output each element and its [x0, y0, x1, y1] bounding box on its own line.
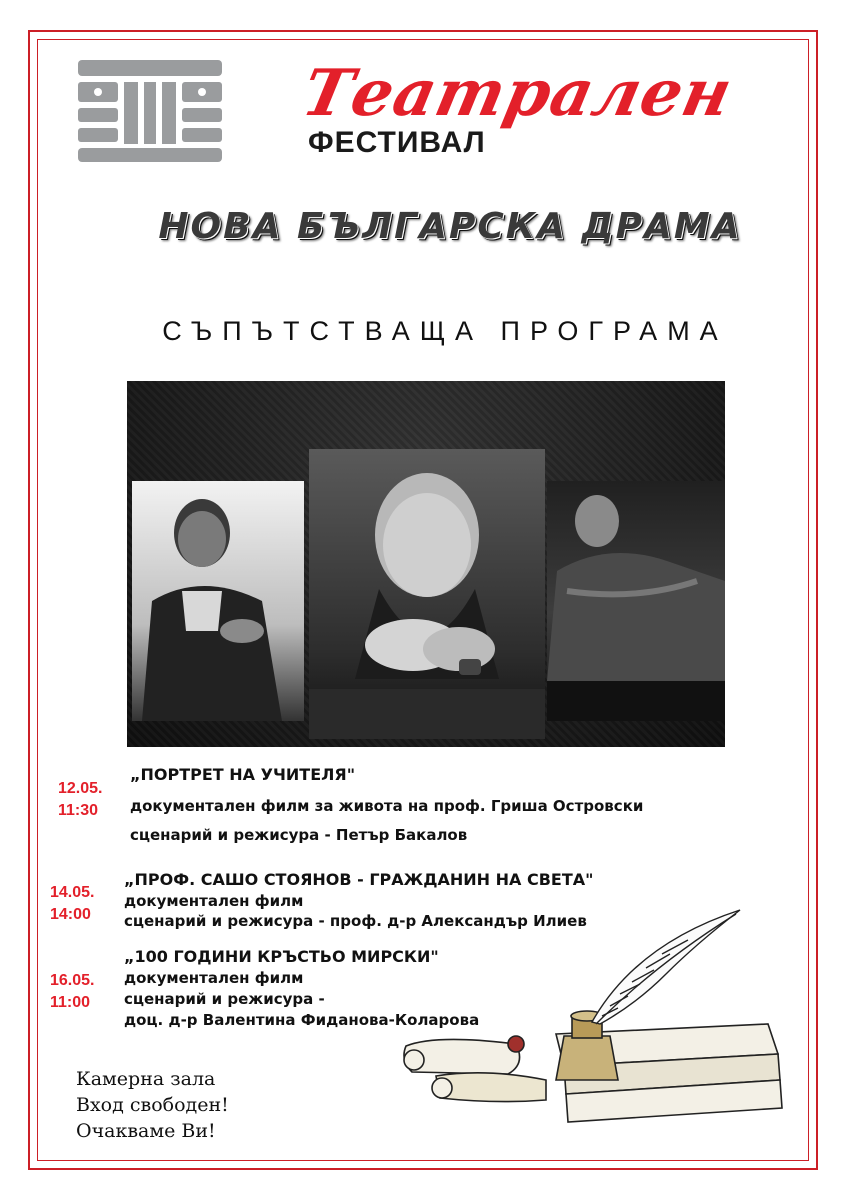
photo-left — [132, 481, 304, 721]
event-1-time: 11:30 — [58, 802, 99, 819]
event-2-line-1: документален филм — [124, 892, 304, 910]
headline: НОВА БЪЛГАРСКА ДРАМА — [158, 206, 742, 247]
photo-right — [547, 481, 725, 721]
photo-center — [309, 449, 545, 739]
event-1-line-1: документален филм за живота на проф. Гриша Островски — [130, 797, 644, 815]
festival-title-sub: ФЕСТИВАЛ — [308, 126, 486, 159]
event-3-line-3: доц. д-р Валентина Фиданова-Коларова — [124, 1011, 480, 1029]
program-title: СЪПЪТСТВАЩА ПРОГРАМА — [162, 316, 728, 346]
event-2-line-2: сценарий и режисура - проф. д-р Александър Илиев — [124, 912, 587, 930]
event-2-date-block — [50, 882, 94, 926]
event-1-title: „ПОРТРЕТ НА УЧИТЕЛЯ" — [130, 765, 356, 784]
theatre-logo-icon — [74, 56, 226, 164]
event-2-time: 14:00 — [50, 906, 91, 923]
event-3-line-2: сценарий и режисура - — [124, 990, 325, 1008]
event-3-line-1: документален филм — [124, 969, 304, 987]
festival-title-script: Театрален — [296, 56, 739, 131]
footer-info — [76, 1066, 229, 1144]
footer-venue: Камерна зала — [76, 1068, 216, 1090]
footer-entry: Вход свободен! — [76, 1094, 229, 1116]
footer-welcome: Очакваме Ви! — [76, 1120, 216, 1142]
event-3-date-block — [50, 970, 94, 1014]
event-1-line-2: сценарий и режисура - Петър Бакалов — [130, 826, 468, 844]
event-2-title: „ПРОФ. САШО СТОЯНОВ - ГРАЖДАНИН НА СВЕТА" — [124, 870, 594, 889]
event-2-date: 14.05. — [50, 884, 95, 901]
festival-title — [286, 42, 806, 172]
event-3-date: 16.05. — [50, 972, 95, 989]
quill-ink-books-icon — [396, 904, 786, 1126]
photo-collage — [127, 381, 725, 747]
event-3-title: „100 ГОДИНИ КРЪСТЬО МИРСКИ" — [124, 947, 439, 966]
event-1-date: 12.05. — [58, 780, 103, 797]
event-3-time: 11:00 — [50, 994, 91, 1011]
event-1-date-block — [58, 778, 102, 822]
